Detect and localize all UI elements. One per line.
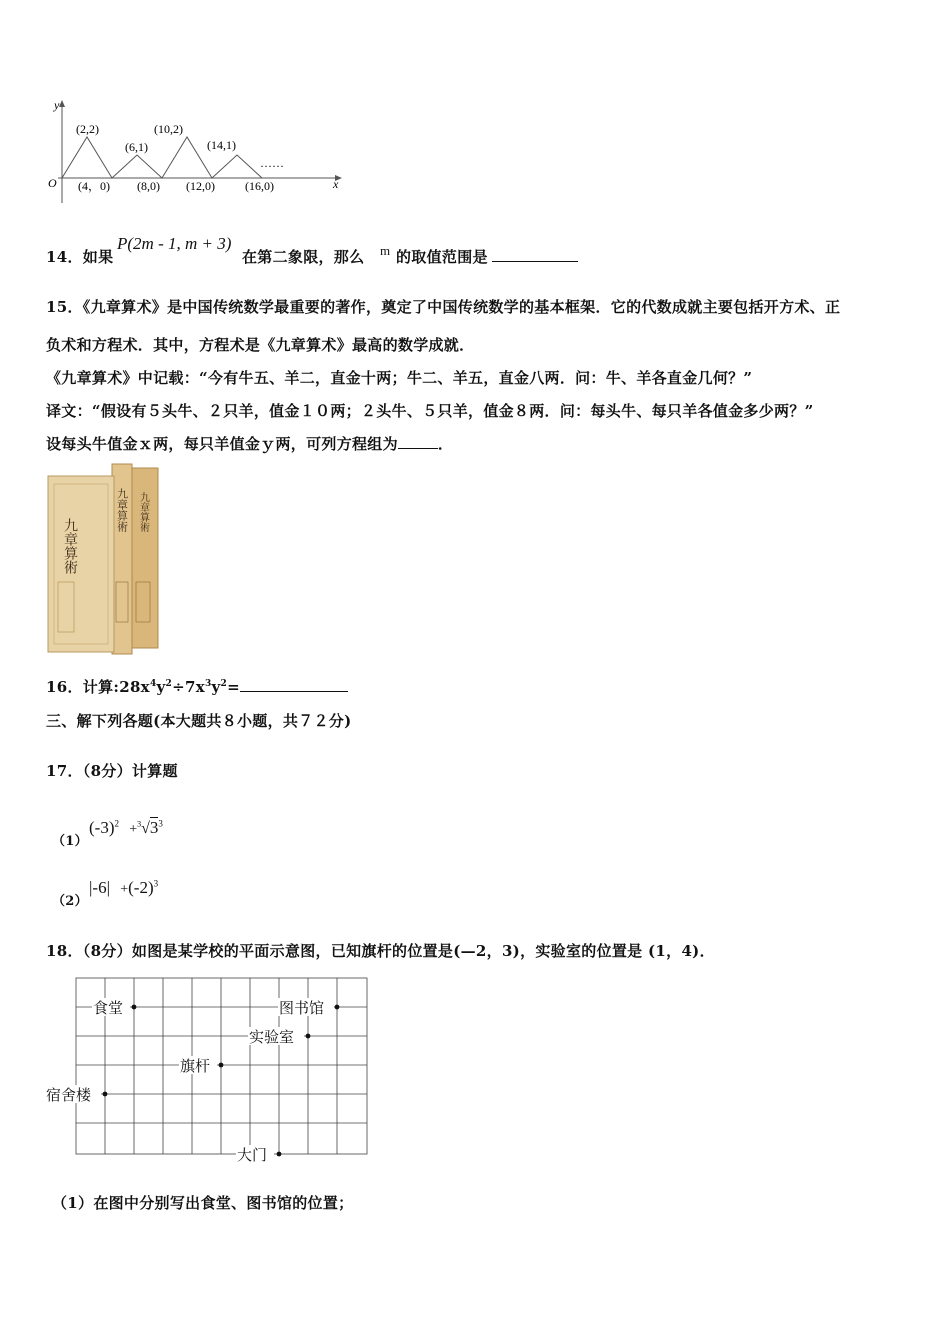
zero-label: (16,0) [245,179,274,193]
question-16: 16．计算$:28x^4y^2\div 7x^3y^2=$ [46,676,348,697]
peak-label: (2,2) [76,122,99,136]
x-label: x [333,177,339,191]
q18-sub1: （1）在图中分别写出食堂、图书馆的位置； [52,1194,354,1212]
y-label: y [54,98,60,112]
q15-line4: 译文：“假设有５头牛、２只羊，值金１０两；２头牛、５只羊，值金８两．问：每头牛、每只羊各值金多少两？” [46,402,814,420]
q17-part2-expression: $|-6| +(-2)^3$ [89,878,159,897]
q15-line1: 15．《九章算术》是中国传统数学最重要的著作，奠定了中国传统数学的基本框架．它的代数成就主要包括开方术、正 [46,298,841,316]
peak-label: (6,1) [125,140,148,154]
coordinate-figure [40,95,350,210]
book-front-title: 九章算術 [62,518,78,574]
zero-label: (8,0) [137,179,160,193]
y-axis-arrow [59,100,65,107]
origin-label: O [48,176,57,190]
zero-label: (4，0) [78,179,110,193]
book-spine-title: 九章算術 [137,492,149,532]
q14-variable: m [380,243,391,258]
place-canteen: 食堂 [93,999,124,1017]
place-dorm: 宿舍楼 [46,1086,92,1104]
school-map-grid [40,972,380,1172]
book-spine-title: 九章算術 [115,488,129,532]
book-image [46,462,162,658]
q15-line3: 《九章算术》中记载：“今有牛五、羊二，直金十两；牛二、羊五，直金八两．问：牛、羊各直金几何？” [46,369,753,387]
section-heading: 三、解下列各题(本大题共８小题，共７２分) [46,712,352,730]
question-18-title: 18．（8分）如图是某学校的平面示意图，已知旗杆的位置是(—2，3)，实验室的位置是 (1，4)． [46,942,715,960]
question-17-title: 17．（8分）计算题 [46,762,178,780]
answer-blank[interactable] [240,690,348,692]
peak-label: (14,1) [207,138,236,152]
q17-part1-expression: $(-3)^2 +^3√3^3$ [89,818,163,837]
q17-part2-label: （2） [52,894,88,909]
q14-prefix: 14．如果 [46,248,114,266]
place-gate: 大门 [237,1146,268,1164]
place-flagpole: 旗杆 [180,1057,211,1075]
zero-label: (12,0) [186,179,215,193]
q14-point-expression: P(2m - 1, m + 3) [117,234,232,253]
place-library: 图书馆 [279,999,325,1017]
q17-part1-label: （1） [52,834,88,849]
answer-blank[interactable] [398,447,438,449]
q15-line2: 负术和方程术．其中，方程术是《九章算术》最高的数学成就． [46,336,475,354]
place-lab: 实验室 [249,1028,295,1046]
peak-label: (10,2) [154,122,183,136]
q14-suffix: 的取值范围是 [396,246,578,267]
question-14 [46,246,113,267]
q15-line5: 设每头牛值金ｘ两，每只羊值金ｙ两，可列方程组为 ． [46,435,454,453]
ellipsis: …… [260,156,284,170]
answer-blank[interactable] [492,260,578,262]
q14-middle: 在第二象限，那么 [242,248,365,266]
